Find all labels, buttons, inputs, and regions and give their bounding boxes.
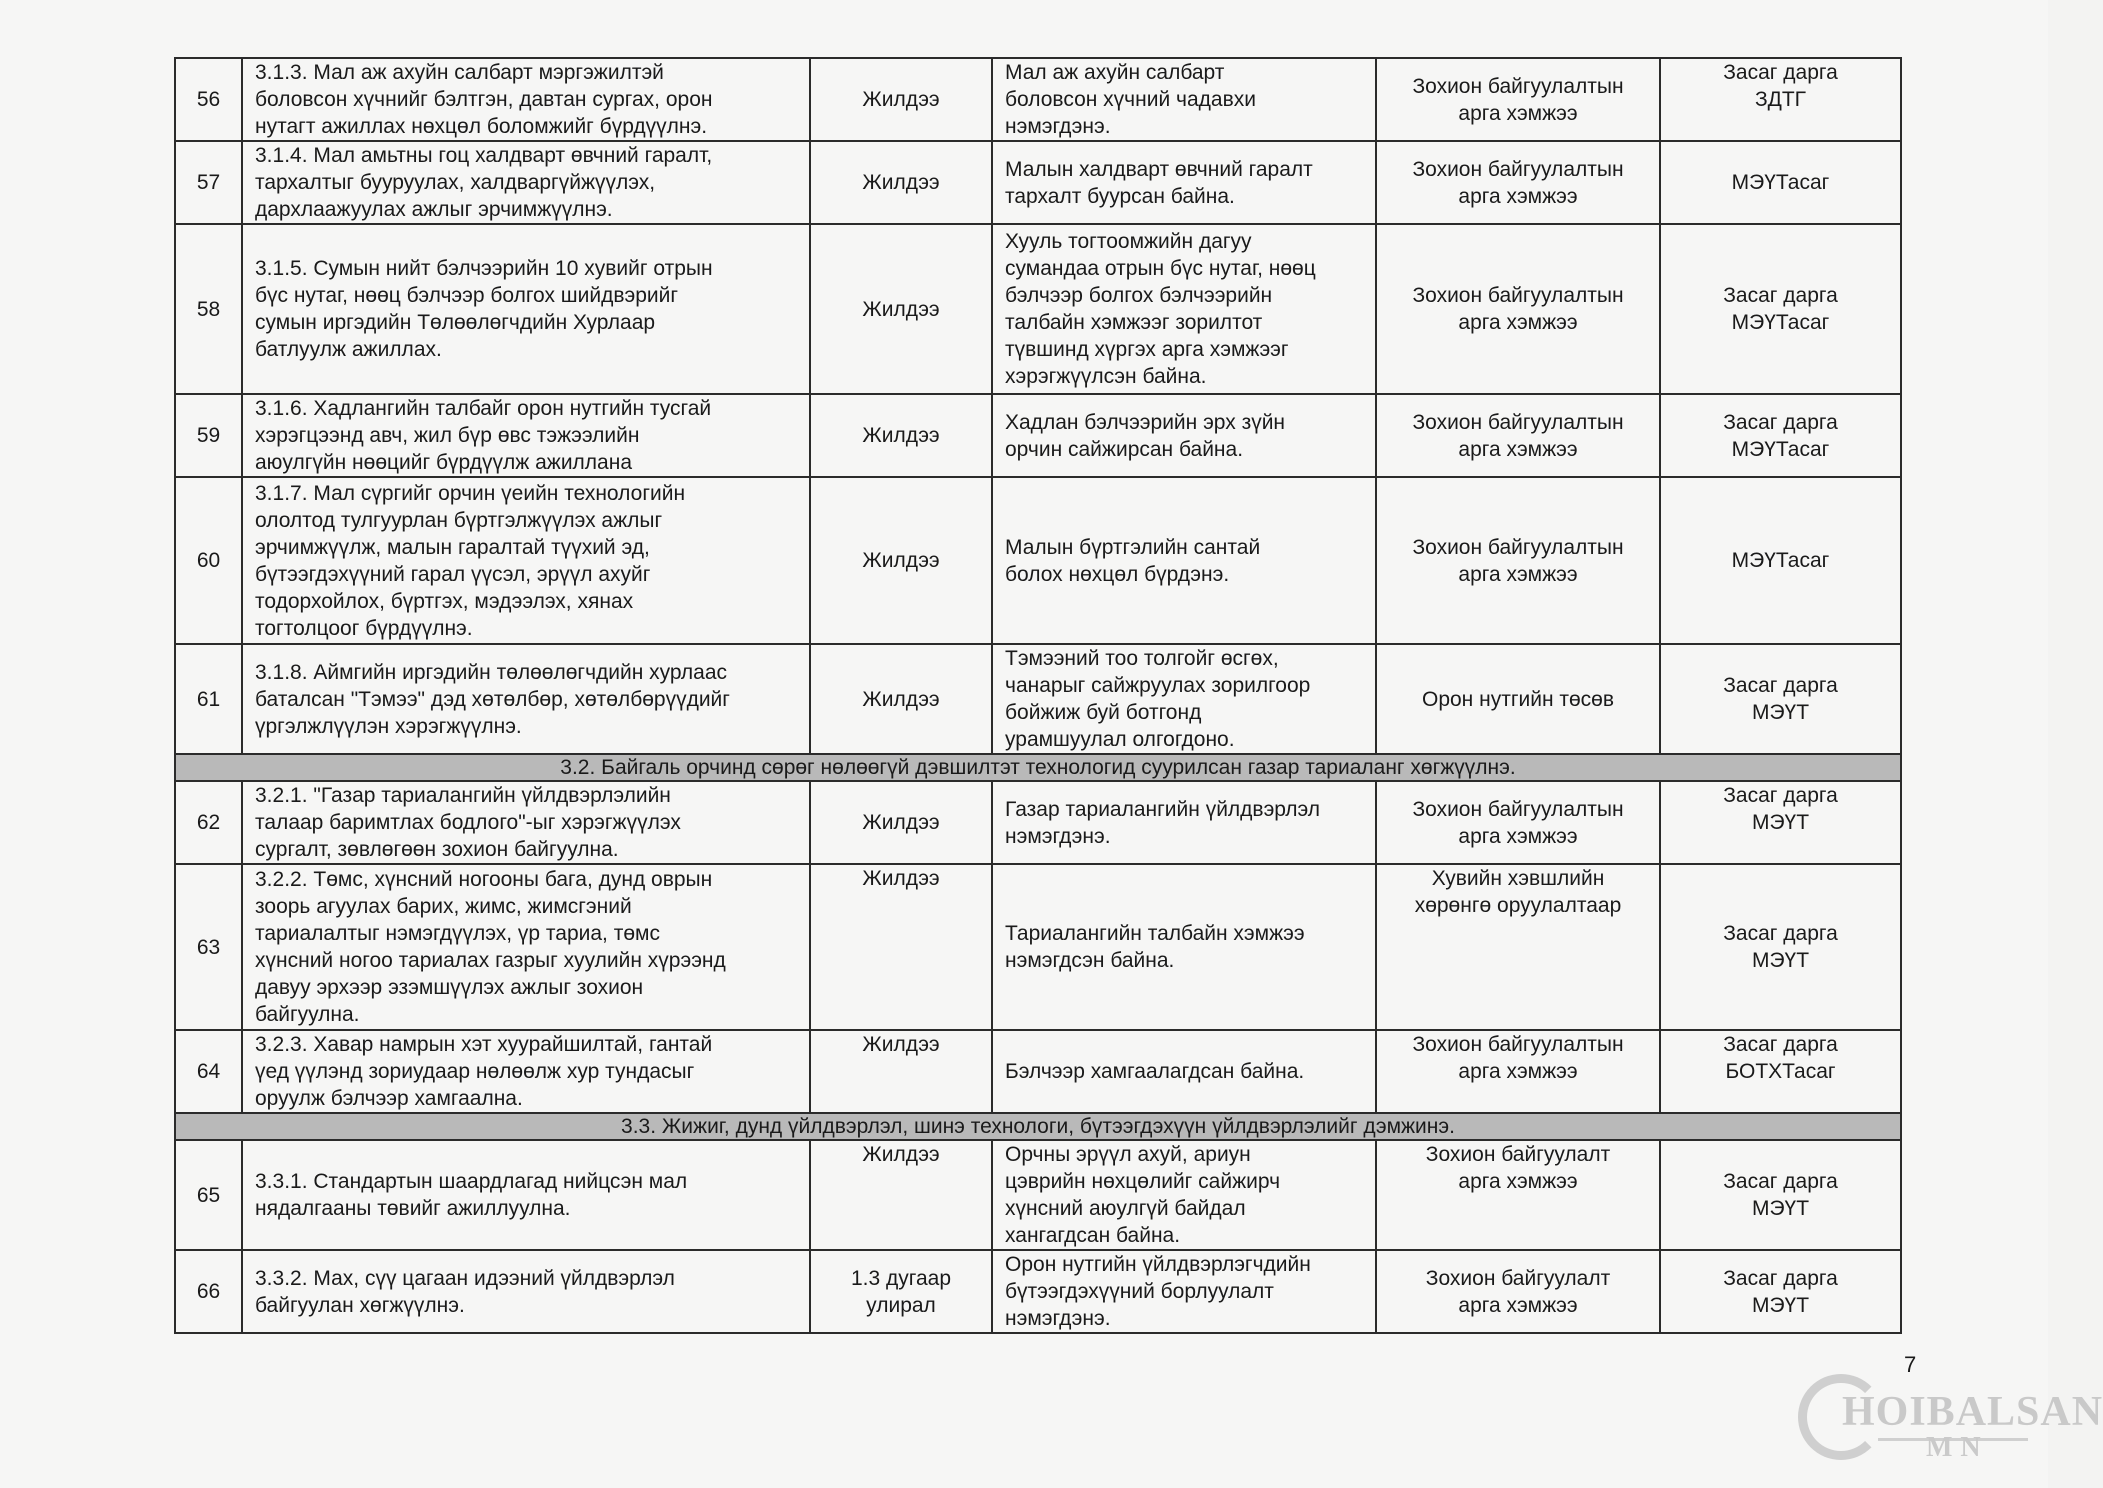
funding-cell: Зохион байгуулалтын арга хэмжээ (1376, 224, 1660, 394)
funding-cell: Зохион байгуулалтын арга хэмжээ (1376, 58, 1660, 141)
site-watermark-logo (1798, 1374, 2103, 1474)
table-row (175, 1030, 1901, 1113)
row-number: 62 (175, 781, 242, 864)
timeline-cell: 1.3 дугаар улирал (810, 1250, 992, 1333)
activity-cell: 3.1.7. Мал сүргийг орчин үеийн технологийн ололтод тулгуурлан бүртгэлжүүлэх ажлыг эрчимжүүлж, малын гаралтай түүхий эд, бүтээгдэхүүний гарал үүсэл, эрүүл ахуйг тодорхойлох, бүртгэх, мэдээлэх, хянах тогтолцоог бүрдүүлнэ. (242, 477, 810, 644)
section-title: 3.2. Байгаль орчинд сөрөг нөлөөгүй дэвшилтэт технологид суурилсан газар тариаланг хөгжүүлнэ. (175, 754, 1901, 781)
section-header (175, 1113, 1901, 1140)
result-cell: Орчны эрүүл ахуй, ариун цэврийн нөхцөлийг сайжирч хүнсний аюулгүй байдал хангагдсан байна. (992, 1140, 1376, 1250)
result-cell: Тариалангийн талбайн хэмжээ нэмэгдсэн байна. (992, 864, 1376, 1030)
timeline-cell: Жилдээ (810, 1140, 992, 1250)
table-row (175, 58, 1901, 141)
activity-cell: 3.1.3. Мал аж ахуйн салбарт мэргэжилтэй боловсон хүчнийг бэлтгэн, давтан сургах, орон нутагт ажиллах нөхцөл боломжийг бүрдүүлнэ. (242, 58, 810, 141)
funding-cell: Зохион байгуулалтын арга хэмжээ (1376, 141, 1660, 224)
page-number: 7 (1904, 1352, 1917, 1377)
row-number: 61 (175, 644, 242, 754)
watermark-bottom-text: MN (1926, 1432, 1989, 1463)
timeline-cell: Жилдээ (810, 477, 992, 644)
row-number: 57 (175, 141, 242, 224)
timeline-cell: Жилдээ (810, 141, 992, 224)
timeline-cell: Жилдээ (810, 781, 992, 864)
table-row (175, 224, 1901, 394)
responsible-cell: Засаг дарга МЭҮТ (1660, 781, 1901, 864)
result-cell: Хууль тогтоомжийн дагуу сумандаа отрын бүс нутаг, нөөц бэлчээр болгох бэлчээрийн талбайн хэмжээг зорилтот түвшинд хүргэх арга хэмжээг хэрэгжүүлсэн байна. (992, 224, 1376, 394)
row-number: 66 (175, 1250, 242, 1333)
section-title: 3.3. Жижиг, дунд үйлдвэрлэл, шинэ технологи, бүтээгдэхүүн үйлдвэрлэлийг дэмжинэ. (175, 1113, 1901, 1140)
responsible-cell: Засаг дарга МЭҮТ (1660, 644, 1901, 754)
funding-cell: Зохион байгуулалтын арга хэмжээ (1376, 477, 1660, 644)
timeline-cell: Жилдээ (810, 224, 992, 394)
funding-cell: Зохион байгуулалтын арга хэмжээ (1376, 1030, 1660, 1113)
table-row (175, 644, 1901, 754)
action-plan-table (174, 57, 1902, 1334)
funding-cell: Зохион байгуулалтын арга хэмжээ (1376, 781, 1660, 864)
result-cell: Бэлчээр хамгаалагдсан байна. (992, 1030, 1376, 1113)
row-number: 58 (175, 224, 242, 394)
activity-cell: 3.2.1. "Газар тариалангийн үйлдвэрлэлийн талаар баримтлах бодлого"-ыг хэрэгжүүлэх сургалт, зөвлөгөөн зохион байгуулна. (242, 781, 810, 864)
funding-cell: Зохион байгуулалт арга хэмжээ (1376, 1250, 1660, 1333)
activity-cell: 3.1.6. Хадлангийн талбайг орон нутгийн тусгай хэрэгцээнд авч, жил бүр өвс тэжээлийн аюулгүйн нөөцийг бүрдүүлж ажиллана (242, 394, 810, 477)
funding-cell: Зохион байгуулалт арга хэмжээ (1376, 1140, 1660, 1250)
section-header (175, 754, 1901, 781)
timeline-cell: Жилдээ (810, 394, 992, 477)
row-number: 64 (175, 1030, 242, 1113)
row-number: 60 (175, 477, 242, 644)
result-cell: Малын бүртгэлийн сантай болох нөхцөл бүрдэнэ. (992, 477, 1376, 644)
timeline-cell: Жилдээ (810, 1030, 992, 1113)
row-number: 65 (175, 1140, 242, 1250)
table-row (175, 394, 1901, 477)
responsible-cell: Засаг дарга ЗДТГ (1660, 58, 1901, 141)
activity-cell: 3.1.5. Сумын нийт бэлчээрийн 10 хувийг отрын бүс нутаг, нөөц бэлчээр болгох шийдвэрийг сумын иргэдийн Төлөөлөгчдийн Хурлаар батлуулж ажиллах. (242, 224, 810, 394)
activity-cell: 3.2.3. Хавар намрын хэт хуурайшилтай, гантай үед үүлэнд зориудаар нөлөөлж хур тундасыг оруулж бэлчээр хамгаална. (242, 1030, 810, 1113)
table-row (175, 781, 1901, 864)
responsible-cell: Засаг дарга МЭҮТ (1660, 1250, 1901, 1333)
activity-cell: 3.1.8. Аймгийн иргэдийн төлөөлөгчдийн хурлаас баталсан "Тэмээ" дэд хөтөлбөр, хөтөлбөрүүдийг үргэлжлүүлэн хэрэгжүүлнэ. (242, 644, 810, 754)
funding-cell: Орон нутгийн төсөв (1376, 644, 1660, 754)
row-number: 59 (175, 394, 242, 477)
responsible-cell: МЭҮТасаг (1660, 141, 1901, 224)
timeline-cell: Жилдээ (810, 58, 992, 141)
funding-cell: Хувийн хэвшлийн хөрөнгө оруулалтаар (1376, 864, 1660, 1030)
table-row (175, 864, 1901, 1030)
activity-cell: 3.1.4. Мал амьтны гоц халдварт өвчний гаралт, тархалтыг бууруулах, халдваргүйжүүлэх, дархлаажуулах ажлыг эрчимжүүлнэ. (242, 141, 810, 224)
timeline-cell: Жилдээ (810, 864, 992, 1030)
responsible-cell: Засаг дарга МЭҮТасаг (1660, 394, 1901, 477)
result-cell: Хадлан бэлчээрийн эрх зүйн орчин сайжирсан байна. (992, 394, 1376, 477)
result-cell: Тэмээний тоо толгойг өсгөх, чанарыг сайжруулах зорилгоор бойжиж буй ботгонд урамшуулал олгогдоно. (992, 644, 1376, 754)
table-row (175, 1250, 1901, 1333)
activity-cell: 3.3.1. Стандартын шаардлагад нийцсэн мал нядалгааны төвийг ажиллуулна. (242, 1140, 810, 1250)
funding-cell: Зохион байгуулалтын арга хэмжээ (1376, 394, 1660, 477)
responsible-cell: Засаг дарга МЭҮТ (1660, 1140, 1901, 1250)
result-cell: Мал аж ахуйн салбарт боловсон хүчний чадавхи нэмэгдэнэ. (992, 58, 1376, 141)
activity-cell: 3.2.2. Төмс, хүнсний ногооны бага, дунд оврын зоорь агуулах барих, жимс, жимсгэний тариалалтыг нэмэгдүүлэх, үр тариа, төмс хүнсний ногоо тариалах газрыг хуулийн хүрээнд давуу эрхээр эзэмшүүлэх ажлыг зохион байгуулна. (242, 864, 810, 1030)
table-row (175, 1140, 1901, 1250)
table-row (175, 141, 1901, 224)
result-cell: Малын халдварт өвчний гаралт тархалт буурсан байна. (992, 141, 1376, 224)
responsible-cell: Засаг дарга МЭҮТ (1660, 864, 1901, 1030)
result-cell: Орон нутгийн үйлдвэрлэгчдийн бүтээгдэхүүний борлуулалт нэмэгдэнэ. (992, 1250, 1376, 1333)
responsible-cell: МЭҮТасаг (1660, 477, 1901, 644)
watermark-top-text: HOIBALSAN (1842, 1389, 2103, 1435)
table-row (175, 477, 1901, 644)
responsible-cell: Засаг дарга БОТХТасаг (1660, 1030, 1901, 1113)
result-cell: Газар тариалангийн үйлдвэрлэл нэмэгдэнэ. (992, 781, 1376, 864)
row-number: 56 (175, 58, 242, 141)
responsible-cell: Засаг дарга МЭҮТасаг (1660, 224, 1901, 394)
timeline-cell: Жилдээ (810, 644, 992, 754)
row-number: 63 (175, 864, 242, 1030)
activity-cell: 3.3.2. Мах, сүү цагаан идээний үйлдвэрлэл байгуулан хөгжүүлнэ. (242, 1250, 810, 1333)
